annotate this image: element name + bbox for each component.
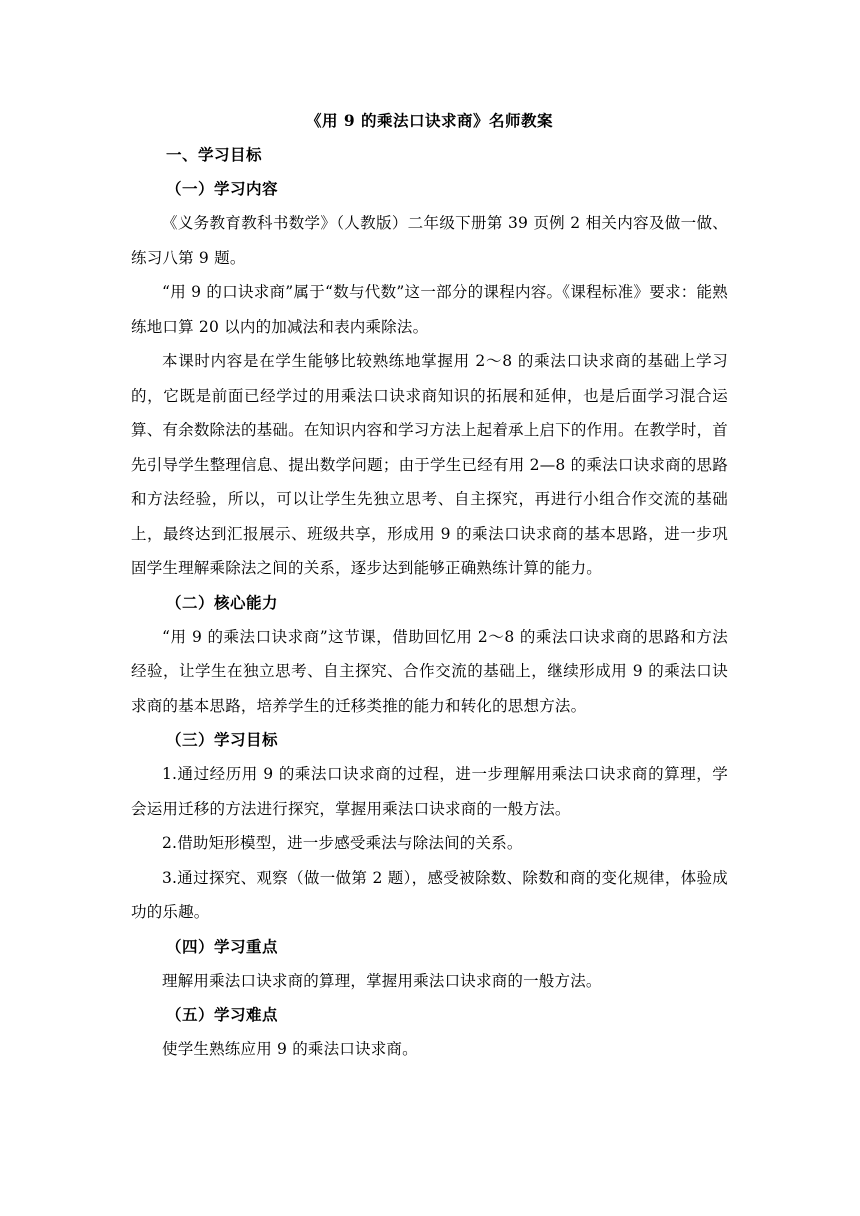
paragraph-core-ability: “用 9 的乘法口诀求商”这节课，借助回忆用 2～8 的乘法口诀求商的思路和方法经验，让学生在独立思考、自主探究、合作交流的基础上，继续形成用 9 的乘法口诀求商的基本思路，培养学生的迁移类推的能力和转化的思想方法。	[131, 627, 728, 715]
paragraph-textbook-reference: 《义务教育教科书数学》（人教版）二年级下册第 39 页例 2 相关内容及做一做、练习八第 9 题。	[131, 214, 728, 267]
paragraph-lesson-context: 本课时内容是在学生能够比较熟练地掌握用 2～8 的乘法口诀求商的基础上学习的，它既是前面已经学过的用乘法口诀求商知识的拓展和延伸，也是后面学习混合运算、有余数除法的基础。在知识内容和学习方法上起着承上启下的作用。在教学时，首先引导学生整理信息、提出数学问题；由于学生已经有用 2—8 的乘法口诀求商的思路和方法经验，所以，可以让学生先独立思考、自主探究，再进行小组合作交流的基础上，最终达到汇报展示、班级共享，形成用 9 的乘法口诀求商的基本思路，进一步巩固学生理解乘除法之间的关系，逐步达到能够正确熟练计算的能力。	[131, 352, 728, 577]
subheading-core-ability: （二）核心能力	[166, 592, 279, 612]
objective-item-3: 3.通过探究、观察（做一做第 2 题），感受被除数、除数和商的变化规律，体验成功的乐趣。	[131, 868, 728, 921]
paragraph-curriculum-standard: “用 9 的口诀求商”属于“数与代数”这一部分的课程内容。《课程标准》要求：能熟练地口算 20 以内的加减法和表内乘除法。	[131, 283, 728, 336]
objective-item-1: 1.通过经历用 9 的乘法口诀求商的过程，进一步理解用乘法口诀求商的算理，学会运用迁移的方法进行探究，掌握用乘法口诀求商的一般方法。	[131, 765, 728, 818]
subheading-learning-content: （一）学习内容	[166, 179, 279, 198]
document-title: 《用 9 的乘法口诀求商》名师教案	[305, 111, 554, 130]
paragraph-key-points: 理解用乘法口诀求商的算理，掌握用乘法口诀求商的一般方法。	[162, 971, 602, 990]
subheading-learning-objectives: （三）学习目标	[166, 730, 279, 749]
paragraph-difficulties: 使学生熟练应用 9 的乘法口诀求商。	[162, 1040, 418, 1058]
section-heading-learning-goals: 一、学习目标	[166, 145, 263, 164]
objective-item-2: 2.借助矩形模型，进一步感受乘法与除法间的关系。	[162, 834, 523, 852]
subheading-key-points: （四）学习重点	[166, 936, 279, 956]
document-page	[131, 104, 728, 1067]
subheading-difficulties: （五）学习难点	[166, 1005, 279, 1024]
